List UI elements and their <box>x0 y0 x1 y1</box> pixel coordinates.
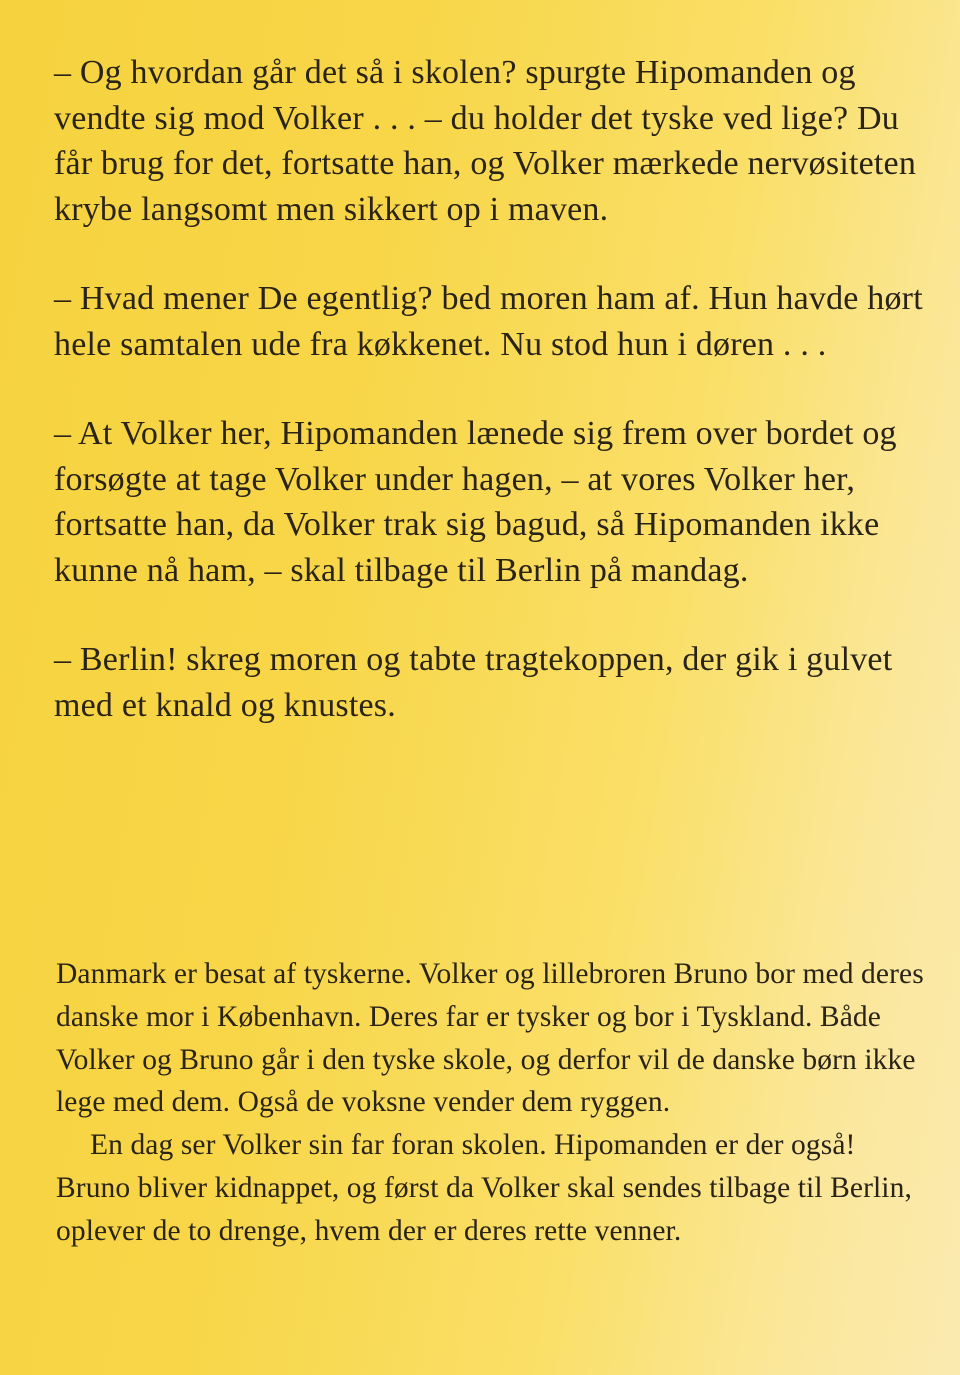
summary-paragraph: En dag ser Volker sin far foran skolen. Hipomanden er der også! Bruno bliver kidnappet, og først da Volker skal sendes tilbage til Berlin, oplever de to drenge, hvem der er deres rette venner. <box>56 1129 912 1247</box>
excerpt-paragraph: – Berlin! skreg moren og tabte tragtekoppen, der gik i gulvet med et knald og knustes. <box>54 641 893 724</box>
book-summary <box>56 953 936 1253</box>
summary-paragraph: Danmark er besat af tyskerne. Volker og lillebroren Bruno bor med deres danske mor i København. Deres far er tysker og bor i Tyskland. Både Volker og Bruno går i den tyske skole, og derfor vil de danske børn ikke lege med dem. Også de voksne vender dem ryggen. <box>56 958 924 1119</box>
excerpt-paragraph: – At Volker her, Hipomanden lænede sig frem over bordet og forsøgte at tage Volker under hagen, – at vores Volker her, fortsatte han, da Volker trak sig bagud, så Hipomanden ikke kunne nå ham, – skal tilbage til Berlin på mandag. <box>54 415 897 589</box>
book-excerpt <box>54 50 934 772</box>
excerpt-paragraph: – Hvad mener De egentlig? bed moren ham af. Hun havde hørt hele samtalen ude fra køkkenet. Nu stod hun i døren . . . <box>54 280 923 363</box>
excerpt-paragraph: – Og hvordan går det så i skolen? spurgte Hipomanden og vendte sig mod Volker . . . – du holder det tyske ved lige? Du får brug for det, fortsatte han, og Volker mærkede nervøsiteten krybe langsomt men sikkert op i maven. <box>54 54 917 228</box>
